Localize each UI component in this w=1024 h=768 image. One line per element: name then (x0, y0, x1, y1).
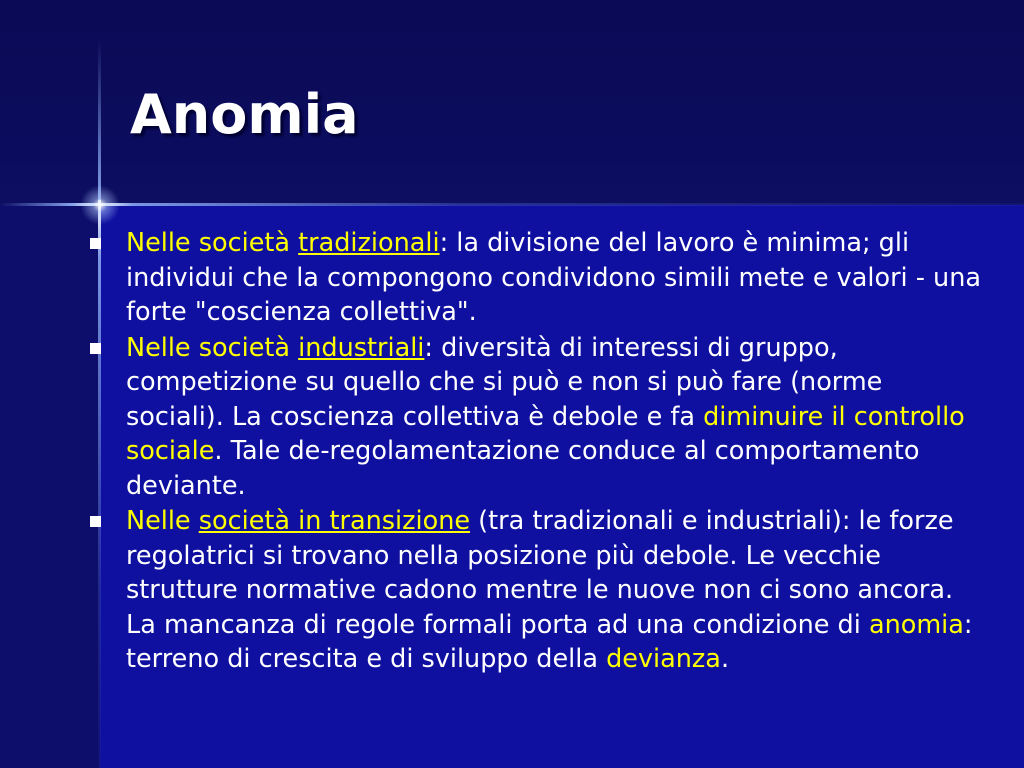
underlined-term: tradizionali (298, 228, 440, 258)
bullet-text: Nelle (126, 506, 199, 536)
square-bullet-icon (90, 238, 101, 249)
bullet-text: : diversità di interessi di gruppo, competizione su quello che si può e non si può fare (norme sociali). La coscienza collettiva è debole e fa (126, 332, 883, 432)
highlighted-phrase: diminuire il controllo sociale (126, 401, 965, 466)
bullet-traditional-societies (82, 226, 982, 330)
light-flare-glow (80, 185, 120, 225)
slide-title: Anomia (130, 83, 359, 146)
bullet-transition-societies (82, 504, 982, 677)
bullet-list (82, 226, 982, 678)
square-bullet-icon (90, 516, 101, 527)
bullet-text: Nelle società (126, 228, 299, 258)
bullet-industrial-societies (82, 331, 982, 504)
bullet-text: Nelle società (126, 332, 299, 363)
highlighted-phrase: anomia (868, 609, 964, 640)
highlighted-phrase: devianza (606, 644, 721, 674)
bullet-text: . (720, 644, 730, 674)
square-bullet-icon (90, 343, 101, 354)
underlined-term: società in transizione (198, 506, 471, 536)
bullet-text: (tra tradizionali e industriali): le forze regolatrici si trovano nella posizione più debole. Le vecchie strutture normative cadono mentre le nuove non ci sono ancora. La mancanza di regole formali porta ad una condizione di (126, 506, 954, 640)
bullet-text: : la divisione del lavoro è minima; gli individui che la compongono condividono simili mete e valori - una forte "coscienza collettiva". (126, 228, 981, 327)
bullet-text: . Tale de-regolamentazione conduce al comportamento deviante. (126, 436, 920, 501)
bullet-text: : terreno di crescita e di sviluppo della (126, 609, 973, 674)
underlined-term: industriali (298, 332, 425, 363)
light-flare-horizontal (0, 203, 1024, 206)
